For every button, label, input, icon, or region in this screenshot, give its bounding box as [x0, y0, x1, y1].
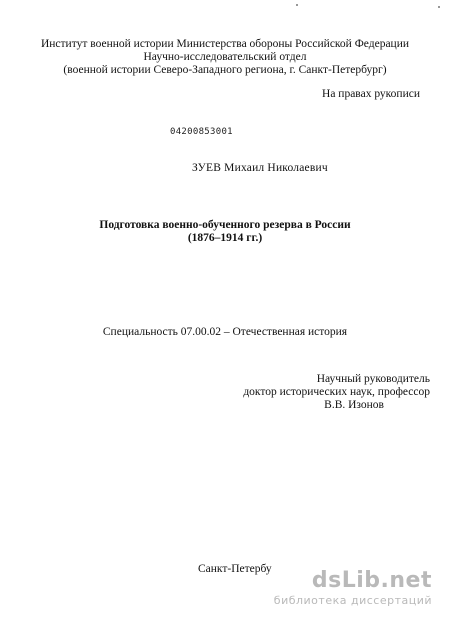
supervisor-role: Научный руководитель — [316, 373, 430, 385]
thesis-years: (1876–1914 гг.) — [187, 232, 263, 244]
thesis-title: Подготовка военно-обученного резерва в России — [99, 219, 351, 231]
institute-name: Институт военной истории Министерства обороны Российской Федерации — [40, 38, 410, 50]
supervisor-name: В.В. Изонов — [324, 399, 384, 411]
scan-speck — [438, 6, 440, 8]
department-name: Научно-исследовательский отдел — [143, 51, 307, 63]
watermark-subtitle: библиотека диссертаций — [273, 594, 432, 607]
department-subtitle: (военной истории Северо-Западного региона, г. Санкт-Петербург) — [63, 64, 387, 76]
watermark-brand: dsLib.net — [311, 568, 432, 593]
city-name: Санкт-Петербу — [198, 563, 272, 575]
scan-speck — [296, 4, 298, 6]
manuscript-rights-note: На правах рукописи — [322, 88, 420, 100]
supervisor-degree: доктор исторических наук, профессор — [243, 386, 430, 398]
author-name: ЗУЕВ Михаил Николаевич — [192, 162, 328, 174]
catalog-code: 04200853001 — [170, 127, 233, 137]
specialty-line: Специальность 07.00.02 – Отечественная история — [102, 326, 348, 338]
